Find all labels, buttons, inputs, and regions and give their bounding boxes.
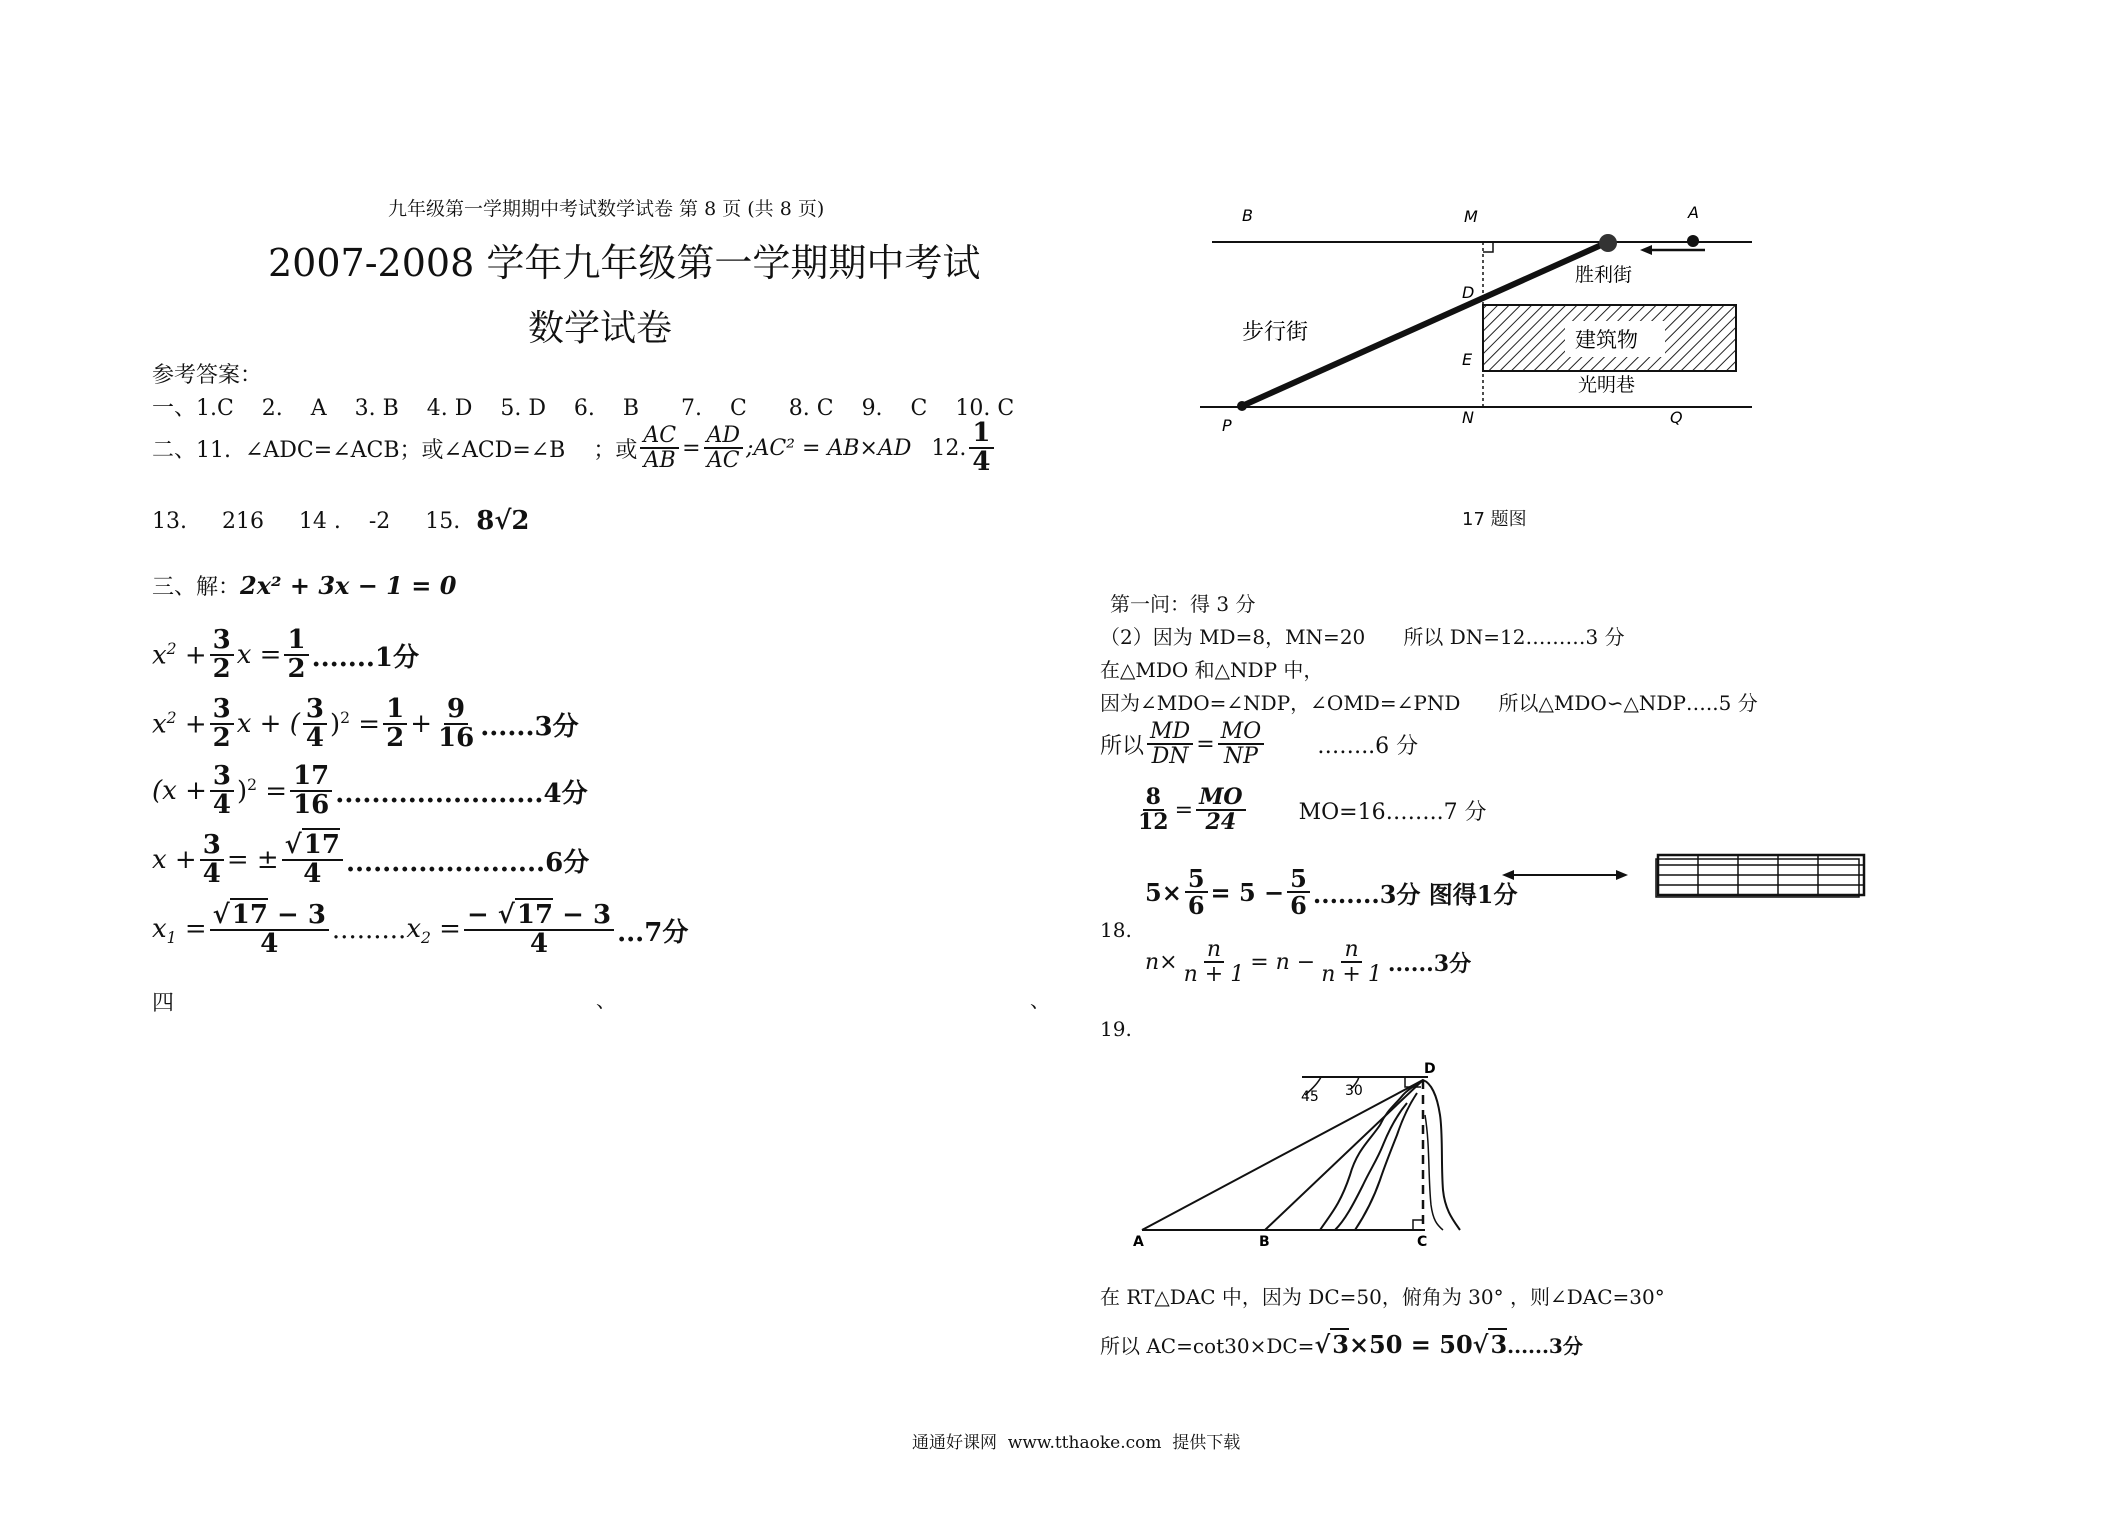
q18-score: ........3分 图得1分: [1312, 879, 1518, 909]
q18-label: 18.: [1100, 918, 1132, 942]
right-angle-c: [1413, 1220, 1423, 1230]
label-e: E: [1462, 350, 1473, 369]
q17-triangles: 在△MDO 和△NDP 中，: [1100, 658, 1324, 682]
stray-mark-2: 、: [1030, 988, 1050, 1012]
q17-ratio: 所以 $\frac{MD}{DN}$ = $\frac{MO}{NP}$ ……..6 分: [1100, 719, 1419, 770]
step-4-score: ......................6分: [345, 847, 590, 878]
q18-first: 5× $\frac{5}{6}$ = 5 − $\frac{5}{6}$ ........3分 图得1分: [1145, 864, 1518, 921]
step-1-score: .......1分: [311, 642, 420, 673]
q18-general: n× $\frac{n}{n + 1}$ = n − $\frac{n}{n + 1}$ ......3分: [1145, 937, 1472, 988]
q17-angles: 因为∠MDO=∠NDP，∠OMD=∠PND 所以△MDO∽△NDP…..5 分: [1100, 691, 1758, 715]
q16-step-4: x + $\frac{3}{4}$ = ± $\frac{√17}{4}$ ......................6分: [152, 830, 590, 890]
q11-answer: 二、11. ∠ADC=∠ACB；或∠ACD=∠B ；或 $\frac{AC}{AB}$ = $\frac{AD}{AC}$ ;AC² = AB×AD 12. $\frac{1}{4}$: [152, 420, 997, 477]
q11-prefix: 二、11. ∠ADC=∠ACB；或∠ACD=∠B ；或: [152, 437, 638, 463]
label-m: M: [1464, 207, 1478, 226]
q12-fraction: [969, 420, 993, 477]
sight-line-da: [1142, 1080, 1423, 1230]
q11-tail: ;AC² = AB×AD: [746, 435, 912, 461]
right-angle-mark: [1483, 242, 1493, 252]
multiple-choice-answers: 一、1.C 2. A 3. B 4. D 5. D 6. B 7. C 8. C 9. C 10. C: [152, 396, 1015, 421]
q17-mo-result: MO=16……..7 分: [1298, 799, 1487, 825]
label-b-19: B: [1259, 1234, 1270, 1250]
q13-q15-answers: [152, 506, 530, 536]
label-b: B: [1242, 206, 1253, 225]
running-title: 九年级第一学期期中考试数学试卷 第 8 页 (共 8 页): [388, 198, 825, 220]
q17-mo: $\frac{8}{12}$ = $\frac{MO}{24}$ MO=16……..7 分: [1138, 784, 1487, 836]
stray-mark-1: 、: [596, 988, 616, 1012]
q19-text-1: 在 RT△DAC 中，因为 DC=50，俯角为 30° ，则∠DAC=30°: [1100, 1285, 1665, 1309]
q17-ratio-score: ……..6 分: [1317, 733, 1419, 759]
label-d-19: D: [1424, 1061, 1436, 1077]
q11-fraction-1: [640, 424, 679, 472]
q16-header: [152, 570, 456, 601]
q17-part2: （2）因为 MD=8，MN=20 所以 DN=12………3 分: [1100, 625, 1625, 649]
label-c-19: C: [1417, 1234, 1428, 1250]
grid-figure: [1655, 852, 1870, 902]
angle-45: 45: [1301, 1089, 1319, 1105]
q16-step-1: $x^2$ + $\frac{3}{2}$ x = $\frac{1}{2}$ .......1分: [152, 625, 420, 685]
double-arrow-icon: [1500, 865, 1630, 885]
point-a-dot: [1687, 235, 1699, 247]
q15-answer: 8√2: [476, 506, 530, 536]
label-d: D: [1462, 283, 1475, 302]
figure-17: [1200, 195, 1770, 435]
point-o-dot: [1599, 234, 1617, 252]
label-pedestrian-street: 步行街: [1242, 320, 1309, 345]
q19-text-2-prefix: 所以 AC=cot30×DC=: [1100, 1334, 1315, 1358]
footer-text: 通通好课网 www.tthaoke.com 提供下载: [912, 1433, 1241, 1453]
q19-label: 19.: [1100, 1017, 1132, 1041]
q12-den: 4: [972, 447, 991, 478]
q12-num: 1: [969, 420, 993, 449]
q16-label: 三、解：: [152, 575, 241, 600]
q16-step-2: $x^2$ + $\frac{3}{2}$ x + ( $\frac{3}{4}$ )$^2$ = $\frac{1}{2}$ + $\frac{9}{16}$ ......3分: [152, 694, 579, 754]
q17-part1: 第一问：得 3 分: [1110, 592, 1256, 616]
step-5-mid: .........: [331, 915, 407, 946]
label-n: N: [1462, 408, 1474, 427]
point-p-dot: [1237, 401, 1247, 411]
sight-line-db: [1265, 1080, 1423, 1230]
label-a-19: A: [1133, 1234, 1144, 1250]
angle-30: 30: [1345, 1083, 1363, 1099]
document-title: 2007-2008 学年九年级第一学期期中考试: [268, 241, 981, 285]
q17-so-label: 所以: [1100, 733, 1145, 759]
figure-19: [1125, 1055, 1485, 1250]
q16-step-5: $x_1$ = $\frac{√17 - 3}{4}$ ......... $x_2$ = $\frac{- √17 - 3}{4}$ ...7分: [152, 900, 689, 960]
label-shengli-street: 胜利街: [1575, 264, 1633, 286]
q11-frac2-num: AD: [704, 424, 744, 449]
label-building: 建筑物: [1575, 328, 1638, 352]
section-4-label: 四: [152, 991, 175, 1016]
q16-equation: 2x² + 3x − 1 = 0: [240, 571, 457, 600]
q18-score-2: ......3分: [1387, 950, 1472, 977]
q11-frac2-den: AC: [706, 448, 740, 474]
step-5-score: ...7分: [617, 917, 689, 948]
label-p: P: [1222, 416, 1232, 435]
label-q: Q: [1670, 408, 1683, 427]
q11-frac1-num: AC: [640, 424, 679, 449]
q11-frac1-den: AB: [643, 448, 676, 474]
q19-text-2-score: ......3分: [1507, 1334, 1583, 1358]
q16-step-3: (x + $\frac{3}{4}$ )$^2$ = $\frac{17}{16}$ .......................4分: [152, 761, 588, 821]
q13-line: 13. 216 14 . -2 15.: [152, 508, 461, 534]
figure-17-caption: 17 题图: [1462, 509, 1527, 530]
q12-label: 12.: [931, 435, 967, 461]
label-guangming-alley: 光明巷: [1578, 374, 1636, 396]
document-subtitle: 数学试卷: [528, 308, 673, 349]
label-a: A: [1688, 203, 1699, 222]
step-2-score: ......3分: [480, 711, 579, 742]
answers-label: 参考答案：: [152, 363, 263, 388]
q11-fraction-2: [704, 424, 744, 472]
step-3-score: .......................4分: [335, 778, 588, 809]
q19-text-2: 所以 AC=cot30×DC= √3×50 = 50√3 ......3分: [1100, 1330, 1583, 1359]
